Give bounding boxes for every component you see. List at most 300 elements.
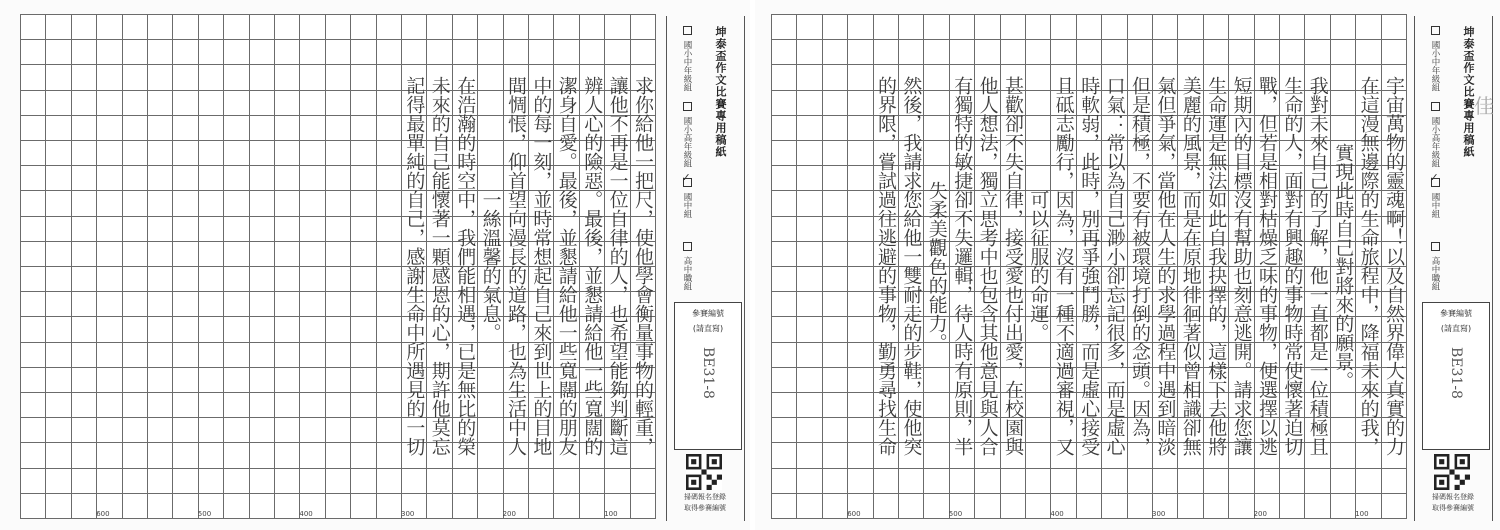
grid-cell xyxy=(299,241,325,267)
checkbox-icon[interactable] xyxy=(683,26,692,35)
option-label: 國小中年級組 xyxy=(682,40,692,92)
writing-grid xyxy=(20,14,655,518)
grid-cell xyxy=(147,291,173,317)
grid-cell xyxy=(822,64,848,90)
grid-cell xyxy=(274,115,300,141)
ruler-tick-label: 200 xyxy=(1253,510,1267,518)
grid-cell xyxy=(249,442,275,468)
grid-cell xyxy=(771,266,797,292)
grid-cell xyxy=(45,39,71,65)
grid-cell xyxy=(198,367,224,393)
option-elementary-upper[interactable] xyxy=(681,102,693,168)
grid-cell xyxy=(847,216,873,242)
grid-cell xyxy=(71,64,97,90)
grid-cell xyxy=(223,392,249,418)
grid-cell xyxy=(350,115,376,141)
qr-caption-number: 取得參賽編號 xyxy=(684,504,726,512)
grid-cell xyxy=(771,140,797,166)
grid-cell xyxy=(96,39,122,65)
grid-cell xyxy=(172,291,198,317)
grid-cell xyxy=(376,241,402,267)
checkbox-icon[interactable] xyxy=(1431,26,1440,35)
grid-cell xyxy=(147,241,173,267)
grid-cell xyxy=(274,140,300,166)
grid-cell xyxy=(274,342,300,368)
entry-number-handwritten[interactable]: BE31-8 xyxy=(700,347,716,399)
grid-cell xyxy=(796,190,822,216)
grid-cell xyxy=(325,417,351,443)
grid-cell xyxy=(299,316,325,342)
grid-cell xyxy=(223,241,249,267)
grid-cell xyxy=(172,342,198,368)
checkbox-icon[interactable] xyxy=(1431,102,1440,111)
grid-cell xyxy=(299,90,325,116)
grid-cell xyxy=(223,64,249,90)
grid-cell xyxy=(847,316,873,342)
grid-cell xyxy=(198,90,224,116)
grid-cell xyxy=(147,140,173,166)
option-label: 國小高年級組 xyxy=(682,116,692,168)
grid-cell xyxy=(147,442,173,468)
grid-cell xyxy=(847,266,873,292)
grid-cell xyxy=(172,392,198,418)
grid-cell xyxy=(96,190,122,216)
essay-column-text: 中的每一刻，並時常想起自己來到世上的目地 xyxy=(530,76,553,456)
grid-cell xyxy=(223,468,249,494)
grid-cell xyxy=(96,291,122,317)
grid-cell xyxy=(274,468,300,494)
grid-cell xyxy=(350,216,376,242)
grid-cell xyxy=(147,115,173,141)
grid-cell xyxy=(198,392,224,418)
grid-cell xyxy=(822,14,848,40)
grid-cell xyxy=(223,90,249,116)
option-senior-high[interactable] xyxy=(681,242,693,291)
grid-cell xyxy=(71,216,97,242)
grid-cell xyxy=(198,14,224,40)
grid-cell xyxy=(71,266,97,292)
grid-cell xyxy=(376,14,402,40)
grid-cell xyxy=(223,14,249,40)
grid-cell xyxy=(299,417,325,443)
grid-cell xyxy=(122,266,148,292)
grid-cell xyxy=(771,190,797,216)
grid-cell xyxy=(122,90,148,116)
grid-cell xyxy=(771,291,797,317)
essay-column-text: 甚歡卻不失自律，接受愛也付出愛，在校園與 xyxy=(1001,76,1024,456)
grid-cell xyxy=(325,392,351,418)
grid-cell xyxy=(249,64,275,90)
grid-cell xyxy=(376,140,402,166)
grid-cell xyxy=(249,316,275,342)
essay-column-text: 在浩瀚的時空中，我們能相遇，已是無比的榮 xyxy=(454,76,477,456)
grid-cell xyxy=(147,64,173,90)
grid-cell xyxy=(122,64,148,90)
grid-cell xyxy=(122,165,148,191)
grid-cell xyxy=(71,190,97,216)
grid-cell xyxy=(376,64,402,90)
grid-cell xyxy=(249,115,275,141)
grid-cell xyxy=(20,115,46,141)
essay-column-text: 時軟弱，此時，別再爭強鬥勝，而是虛心接受 xyxy=(1078,76,1101,456)
grid-cell xyxy=(71,468,97,494)
ruler-tick-label: 100 xyxy=(1355,510,1369,518)
grid-cell xyxy=(376,442,402,468)
essay-column-text: 短期內的目標沒有幫助也刻意逃開。請求您讓 xyxy=(1230,76,1253,456)
essay-column-text: 在這漫無邊際的生命旅程中，降福未來的我， xyxy=(1357,76,1380,456)
grid-cell xyxy=(45,266,71,292)
grid-cell xyxy=(223,165,249,191)
grid-cell xyxy=(847,115,873,141)
grid-cell xyxy=(299,342,325,368)
essay-column-text: 生命運是無法如此自我抉擇的，這樣下去他將 xyxy=(1205,76,1228,456)
grid-cell xyxy=(325,190,351,216)
essay-column-text: 潔身自愛。最後，並懇請給他一些寬闊的朋友 xyxy=(555,76,578,456)
essay-column-text: 未來的自己能懷著一顆感恩的心，期許他莫忘 xyxy=(428,76,451,456)
grid-cell xyxy=(249,90,275,116)
grid-cell xyxy=(223,140,249,166)
grid-cell xyxy=(822,291,848,317)
grid-cell xyxy=(771,342,797,368)
grid-cell xyxy=(45,417,71,443)
grid-cell xyxy=(376,468,402,494)
grid-cell xyxy=(822,90,848,116)
ruler-tick-label: 300 xyxy=(401,510,415,518)
grid-cell xyxy=(45,190,71,216)
grid-cell xyxy=(771,468,797,494)
grid-cell xyxy=(147,342,173,368)
grid-cell xyxy=(350,140,376,166)
ruler-tick-label: 500 xyxy=(948,510,963,518)
grid-cell xyxy=(20,165,46,191)
qr-caption-register: 掃碼報名登錄 xyxy=(684,493,726,501)
grid-cell xyxy=(350,367,376,393)
grid-cell xyxy=(96,367,122,393)
grid-cell xyxy=(45,165,71,191)
grid-cell xyxy=(96,392,122,418)
essay-column-text: 一絲溫馨的氣息。 xyxy=(479,190,502,342)
grid-cell xyxy=(847,190,873,216)
grid-cell xyxy=(771,241,797,267)
grid-cell xyxy=(122,190,148,216)
grid-cell xyxy=(376,165,402,191)
grid-cell xyxy=(223,190,249,216)
essay-column-text: 實現此時自己對將來的願景。 xyxy=(1332,142,1355,390)
grid-cell xyxy=(147,39,173,65)
grid-cell xyxy=(350,39,376,65)
character-count-ruler xyxy=(755,510,1500,524)
check-mark-icon: ✓ xyxy=(681,171,691,184)
grid-cell xyxy=(847,417,873,443)
grid-cell xyxy=(172,115,198,141)
grid-cell xyxy=(771,392,797,418)
grid-cell xyxy=(198,266,224,292)
grid-cell xyxy=(122,417,148,443)
divider-line xyxy=(1414,16,1415,521)
grid-cell xyxy=(771,417,797,443)
grid-cell xyxy=(20,291,46,317)
grid-cell xyxy=(96,165,122,191)
grid-cell xyxy=(20,90,46,116)
grid-cell xyxy=(20,266,46,292)
qr-code-icon[interactable] xyxy=(686,454,722,490)
grid-cell xyxy=(20,64,46,90)
option-elementary-upper[interactable] xyxy=(1429,102,1441,168)
essay-column-text: 的界限，嘗試過往逃避的事物，勤勇尋找生命 xyxy=(874,76,897,456)
grid-cell xyxy=(822,342,848,368)
grid-cell xyxy=(847,39,873,65)
grid-cell xyxy=(376,417,402,443)
grid-cell xyxy=(71,39,97,65)
form-header-panel xyxy=(1412,6,1494,526)
grid-cell xyxy=(350,417,376,443)
grid-cell xyxy=(822,39,848,65)
grid-cell xyxy=(376,316,402,342)
check-mark-icon: ✓ xyxy=(1429,171,1439,184)
grid-cell xyxy=(796,140,822,166)
grid-cell xyxy=(822,367,848,393)
grid-cell xyxy=(20,417,46,443)
grid-cell xyxy=(172,39,198,65)
grid-cell xyxy=(847,165,873,191)
essay-sheet-right xyxy=(755,0,1500,530)
grid-cell xyxy=(172,417,198,443)
grid-cell xyxy=(45,241,71,267)
grid-cell xyxy=(223,216,249,242)
essay-column-text: 生命的人，面對有興趣的事物時常使懷著迫切 xyxy=(1281,76,1304,456)
grid-cell xyxy=(350,316,376,342)
grid-cell xyxy=(325,468,351,494)
grid-cell xyxy=(45,14,71,40)
option-senior-high[interactable] xyxy=(1429,242,1441,291)
ruler-tick-label: 200 xyxy=(502,510,516,518)
grid-cell xyxy=(822,468,848,494)
grid-cell xyxy=(274,367,300,393)
grid-cell xyxy=(20,342,46,368)
grid-cell xyxy=(198,291,224,317)
option-label: 高中職組 xyxy=(1430,256,1440,291)
grid-cell xyxy=(299,14,325,40)
entry-number-box xyxy=(674,302,742,450)
grid-cell xyxy=(796,342,822,368)
grid-cell xyxy=(771,316,797,342)
ruler-tick-label: 600 xyxy=(96,510,110,518)
grid-cell xyxy=(147,190,173,216)
grid-cell xyxy=(822,190,848,216)
grid-cell xyxy=(376,392,402,418)
grid-cell xyxy=(122,115,148,141)
grid-cell xyxy=(122,442,148,468)
grid-cell xyxy=(376,216,402,242)
grid-cell xyxy=(847,241,873,267)
grid-cell xyxy=(376,266,402,292)
ruler-tick-label: 300 xyxy=(1152,510,1166,518)
grid-cell xyxy=(147,468,173,494)
grid-cell xyxy=(274,291,300,317)
grid-cell xyxy=(223,316,249,342)
checkbox-icon[interactable] xyxy=(683,242,692,251)
grid-cell xyxy=(147,90,173,116)
grid-cell xyxy=(96,468,122,494)
grid-cell xyxy=(122,291,148,317)
grid-cell xyxy=(274,392,300,418)
grid-cell xyxy=(172,216,198,242)
grid-cell xyxy=(771,90,797,116)
grid-cell xyxy=(172,140,198,166)
grid-cell xyxy=(325,367,351,393)
grid-cell xyxy=(147,392,173,418)
grid-cell xyxy=(822,140,848,166)
grid-cell xyxy=(249,266,275,292)
grid-cell xyxy=(96,64,122,90)
option-label: 國小中年級組 xyxy=(1430,40,1440,92)
grid-cell xyxy=(771,115,797,141)
grid-cell xyxy=(20,14,46,40)
grid-cell xyxy=(172,14,198,40)
checkbox-icon-checked[interactable] xyxy=(681,171,692,187)
checkbox-icon[interactable] xyxy=(1431,242,1440,251)
grid-cell xyxy=(249,392,275,418)
grid-cell xyxy=(223,266,249,292)
grid-cell xyxy=(350,342,376,368)
grid-cell xyxy=(20,140,46,166)
grid-cell xyxy=(847,367,873,393)
grid-cell xyxy=(274,442,300,468)
grid-cell xyxy=(96,241,122,267)
grid-cell xyxy=(198,115,224,141)
grid-cell xyxy=(325,115,351,141)
grid-cell xyxy=(325,342,351,368)
grid-cell xyxy=(20,367,46,393)
entry-number-label: 參賽編號 xyxy=(692,309,724,318)
grid-cell xyxy=(822,165,848,191)
grid-cell xyxy=(796,316,822,342)
ruler-tick-label: 500 xyxy=(197,510,212,518)
grid-cell xyxy=(796,468,822,494)
grid-cell xyxy=(299,115,325,141)
grid-cell xyxy=(350,392,376,418)
qr-code-icon[interactable] xyxy=(1434,454,1470,490)
entry-number-handwritten[interactable]: BE31-8 xyxy=(1448,347,1464,399)
grid-cell xyxy=(796,392,822,418)
grid-cell xyxy=(796,39,822,65)
grid-cell xyxy=(796,165,822,191)
grid-cell xyxy=(350,241,376,267)
grid-cell xyxy=(299,64,325,90)
grid-cell xyxy=(45,90,71,116)
grid-cell xyxy=(325,266,351,292)
essay-column-text: 可以征服的命運。 xyxy=(1027,190,1050,342)
grid-cell xyxy=(822,392,848,418)
grid-cell xyxy=(771,14,797,40)
grid-cell xyxy=(350,165,376,191)
grid-cell xyxy=(96,14,122,40)
grid-cell xyxy=(96,266,122,292)
essay-column-text: 但是積極，不要有被環境打倒的念頭。因為， xyxy=(1128,76,1151,456)
checkbox-icon-checked[interactable] xyxy=(1429,171,1440,187)
grid-cell xyxy=(147,316,173,342)
grid-cell xyxy=(45,342,71,368)
essay-column-text: 氣但爭氣，當他在人生的求學過程中遇到暗淡 xyxy=(1154,76,1177,456)
grid-cell xyxy=(796,291,822,317)
grid-cell xyxy=(249,291,275,317)
grid-cell xyxy=(796,266,822,292)
grid-cell xyxy=(299,140,325,166)
grid-cell xyxy=(223,115,249,141)
grid-cell xyxy=(376,115,402,141)
grid-cell xyxy=(847,291,873,317)
grid-cell xyxy=(847,14,873,40)
grid-cell xyxy=(71,140,97,166)
grid-cell xyxy=(249,140,275,166)
grid-cell xyxy=(249,241,275,267)
grid-cell xyxy=(45,115,71,141)
grid-cell xyxy=(96,140,122,166)
grid-cell xyxy=(71,241,97,267)
checkbox-icon[interactable] xyxy=(683,102,692,111)
grid-cell xyxy=(172,442,198,468)
grid-cell xyxy=(71,165,97,191)
essay-column-text: 美麗的風景，而是在原地徘徊著似曾相識卻無 xyxy=(1179,76,1202,456)
essay-column-text: 求你給他一把尺，使他學會衡量事物的輕重， xyxy=(631,76,654,456)
essay-column-text: 失柔美觀色的能力。 xyxy=(925,180,948,352)
grid-cell xyxy=(822,316,848,342)
grid-cell xyxy=(172,241,198,267)
grid-cell xyxy=(796,90,822,116)
grid-cell xyxy=(96,90,122,116)
grid-cell xyxy=(147,216,173,242)
grid-cell xyxy=(325,291,351,317)
grid-cell xyxy=(122,140,148,166)
grid-cell xyxy=(822,266,848,292)
grid-cell xyxy=(847,392,873,418)
grid-cell xyxy=(147,417,173,443)
grid-cell xyxy=(122,316,148,342)
grid-cell xyxy=(299,190,325,216)
grid-cell xyxy=(847,140,873,166)
divider-line xyxy=(744,16,745,521)
grid-cell xyxy=(274,64,300,90)
grid-cell xyxy=(796,216,822,242)
option-junior-high[interactable] xyxy=(1429,171,1441,219)
grid-cell xyxy=(45,316,71,342)
grid-cell xyxy=(20,316,46,342)
grid-cell xyxy=(122,216,148,242)
grid-cell xyxy=(376,90,402,116)
grid-cell xyxy=(71,367,97,393)
grid-cell xyxy=(847,442,873,468)
option-elementary-middle[interactable] xyxy=(681,26,693,92)
grid-cell xyxy=(847,64,873,90)
option-label: 國中組 xyxy=(1430,192,1440,219)
grid-cell xyxy=(122,241,148,267)
grid-cell xyxy=(198,140,224,166)
grid-cell xyxy=(376,39,402,65)
ruler-tick-label: 600 xyxy=(847,510,861,518)
grid-cell xyxy=(45,140,71,166)
grid-cell xyxy=(274,165,300,191)
option-junior-high[interactable] xyxy=(681,171,693,219)
grid-cell xyxy=(325,14,351,40)
option-elementary-middle[interactable] xyxy=(1429,26,1441,92)
grid-cell xyxy=(350,468,376,494)
grid-cell xyxy=(172,367,198,393)
entry-number-hint: (請直寫) xyxy=(692,324,724,333)
divider-line xyxy=(666,16,667,521)
grid-cell xyxy=(796,367,822,393)
grid-cell xyxy=(771,442,797,468)
grid-cell xyxy=(71,316,97,342)
